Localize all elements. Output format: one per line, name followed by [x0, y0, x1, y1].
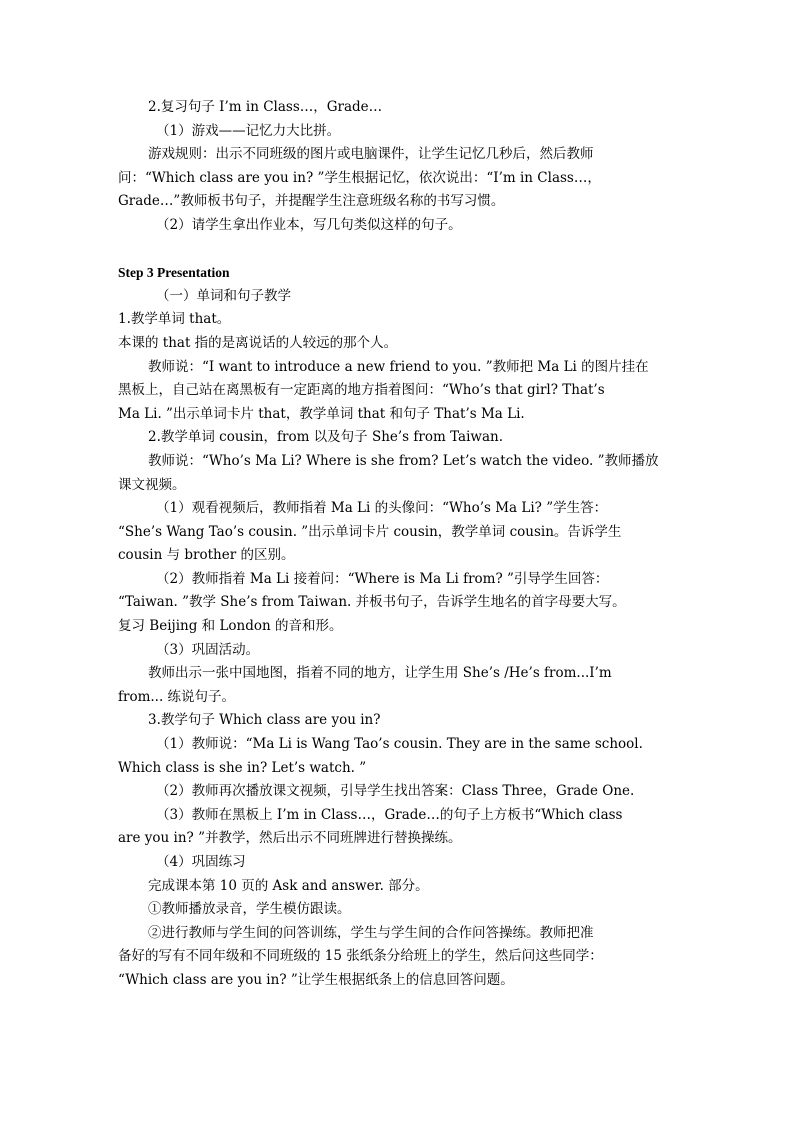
document-body — [118, 96, 678, 993]
line-qa-practice-2: 备好的写有不同年级和不同班级的 15 张纸条分给班上的学生，然后问这些同学： — [118, 948, 603, 965]
line-which-4: （4）巩固练习 — [156, 854, 246, 870]
line-recording: ①教师播放录音，学生模仿跟读。 — [148, 901, 351, 918]
line-which-2: （2）教师再次播放课文视频，引导学生找出答案：Class Three，Grade One. — [156, 783, 635, 800]
line-which-1: （1）教师说：“Ma Li is Wang Tao’s cousin. They are in the same school. — [156, 736, 643, 753]
line-teacher-says-3: Ma Li. ”出示单词卡片 that，教学单词 that 和句子 That’s Ma Li. — [118, 405, 525, 422]
line-step-1-2: “She’s Wang Tao’s cousin. ”出示单词卡片 cousin，教学单词 cousin。告诉学生 — [118, 523, 622, 540]
line-step-2: （2）教师指着 Ma Li 接着问：“Where is Ma Li from? ”引导学生回答： — [156, 570, 609, 587]
line-video: 课文视频。 — [118, 476, 186, 493]
line-homework: （2）请学生拿出作业本，写几句类似这样的句子。 — [156, 216, 462, 233]
line-which-3: （3）教师在黑板上 I’m in Class…，Grade…的句子上方板书“Which class — [156, 806, 623, 823]
line-teach-which-class: 3.教学句子 Which class are you in? — [148, 712, 381, 729]
line-game-rules-3: Grade…”教师板书句子，并提醒学生注意班级名称的书写习惯。 — [118, 193, 505, 210]
section-words-sentences: （一）单词和句子教学 — [156, 287, 291, 304]
line-step-2-2: “Taiwan. ”教学 She’s from Taiwan. 并板书句子，告诉学生地名的首字母要大写。 — [118, 594, 626, 611]
line-qa-practice-3: “Which class are you in? ”让学生根据纸条上的信息回答问题。 — [118, 971, 514, 988]
line-teacher-says-2: 黑板上，自己站在离黑板有一定距离的地方指着图问：“Who’s that girl? That’s — [118, 382, 605, 399]
line-game-rules: 游戏规则：出示不同班级的图片或电脑课件，让学生记忆几秒后，然后教师 — [148, 146, 594, 163]
line-step-3: （3）巩固活动。 — [156, 641, 260, 658]
line-review-heading: 2.复习句子 I’m in Class…，Grade… — [148, 99, 383, 115]
step-3-heading: Step 3 Presentation — [118, 265, 230, 281]
line-map-activity-2: from... 练说句子。 — [118, 688, 236, 705]
line-which-1-2: Which class is she in? Let’s watch. ” — [118, 759, 367, 776]
line-step-1: （1）观看视频后，教师指着 Ma Li 的头像问：“Who’s Ma Li? ”学生答： — [156, 500, 608, 517]
line-textbook: 完成课本第 10 页的 Ask and answer. 部分。 — [148, 877, 429, 894]
line-teacher-says-video: 教师说：“Who’s Ma Li? Where is she from? Let’s watch the video. ”教师播放 — [148, 452, 659, 469]
line-teacher-says-1: 教师说：“I want to introduce a new friend to you. ”教师把 Ma Li 的图片挂在 — [148, 358, 649, 375]
line-step-2-3: 复习 Beijing 和 London 的音和形。 — [118, 618, 343, 635]
blank-line — [118, 238, 678, 262]
line-teach-cousin: 2.教学单词 cousin，from 以及句子 She’s from Taiwan. — [148, 429, 503, 446]
line-teach-that: 1.教学单词 that。 — [118, 311, 231, 328]
line-map-activity: 教师出示一张中国地图，指着不同的地方，让学生用 She’s /He’s from...I’m — [148, 665, 612, 682]
line-step-1-3: cousin 与 brother 的区别。 — [118, 547, 295, 564]
line-qa-practice: ②进行教师与学生间的问答训练，学生与学生间的合作问答操练。教师把准 — [148, 924, 594, 941]
line-game-title: （1）游戏——记忆力大比拼。 — [156, 122, 341, 139]
line-game-rules-2: 问：“Which class are you in? ”学生根据记忆，依次说出：“I’m in Class…， — [118, 169, 601, 186]
line-that-meaning: 本课的 that 指的是离说话的人较远的那个人。 — [118, 334, 398, 351]
line-which-3-2: are you in? ”并教学，然后出示不同班牌进行替换操练。 — [118, 830, 462, 847]
